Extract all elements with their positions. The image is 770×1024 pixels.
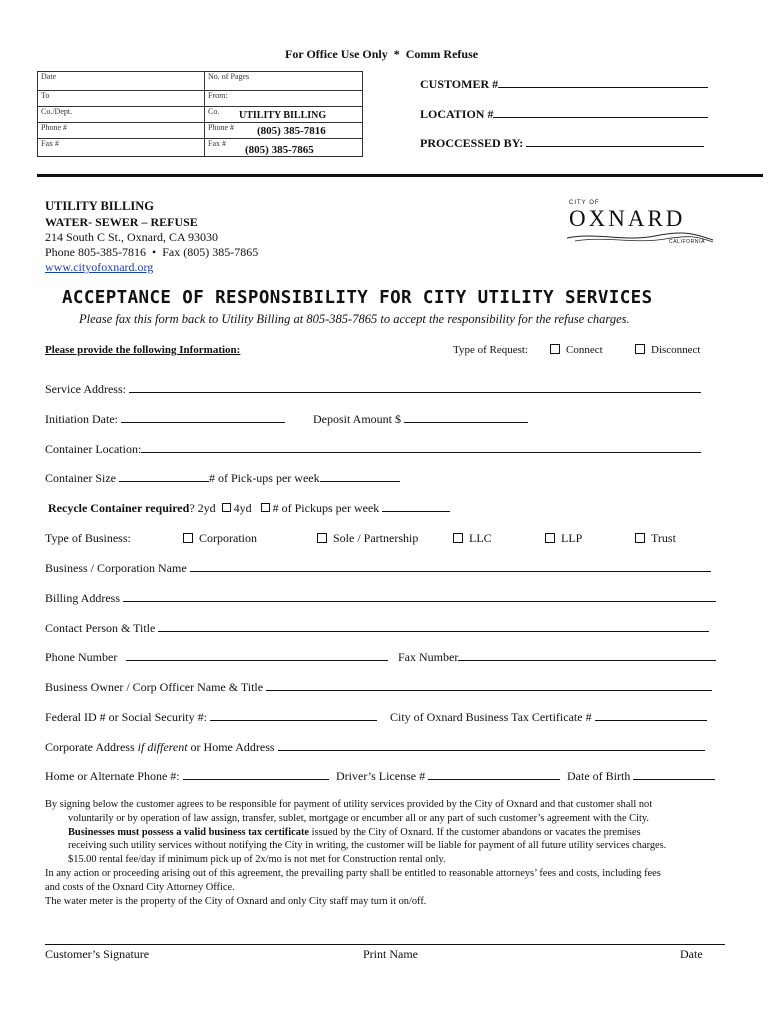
terms-paragraph: By signing below the customer agrees to be responsible for payment of utility services provided by the City of Oxnard and that customer shall not voluntarily or by operation of law assign, transfer, sublet, mortgage or encumber all or any part of such customer’s agreement with the City. Businesses must possess a valid business tax certificate issued by the City of Oxnard. If the customer abandons or vacates the premises receiving such utility services without notifying the City in writing, the customer will be liable for payment of all future utility services charges. $15.00 rental fee/day if minimum pick up of 2x/mo is not met for Construction rental only. In any action or proceeding arising out of this agreement, the prevailing party shall be entitled to reasonable attorneys’ fees and costs, including fees and costs of the Oxnard City Attorney Office. The water meter is the property of the City of Oxnard and only City staff may turn it on/off. (45, 799, 667, 907)
fax-cover-table (37, 71, 363, 157)
form-subtitle: Please fax this form back to Utility Billing at 805-385-7865 to accept the responsibility for the refuse charges. (79, 312, 630, 326)
contact-person-field[interactable]: Contact Person & Title (45, 621, 709, 636)
dept-name: UTILITY BILLING (45, 199, 154, 213)
dept-address: 214 South C St., Oxnard, CA 93030 (45, 230, 219, 244)
corporate-address-field[interactable]: Corporate Address if different or Home Address (45, 740, 705, 755)
dept-services: WATER- SEWER – REFUSE (45, 215, 198, 229)
billing-address-field[interactable]: Billing Address (45, 591, 716, 606)
business-type-label: Type of Business: (45, 531, 131, 545)
to-cell[interactable]: To (38, 91, 205, 107)
4yd-checkbox[interactable] (222, 503, 231, 512)
tax-certificate-field[interactable]: City of Oxnard Business Tax Certificate # (390, 710, 707, 725)
customer-number-field[interactable]: CUSTOMER # (420, 77, 708, 92)
request-type-label: Type of Request: (453, 344, 528, 356)
phone-cell-right[interactable]: Phone # (805) 385-7816 (205, 123, 363, 139)
co-cell[interactable]: Co. UTILITY BILLING (205, 107, 363, 123)
drivers-license-field[interactable]: Driver’s License # (336, 769, 560, 784)
oxnard-logo: CITY OF OXNARD CALIFORNIA (565, 200, 715, 252)
disconnect-checkbox[interactable]: Disconnect (635, 344, 700, 356)
deposit-amount-field[interactable]: Deposit Amount $ (313, 412, 528, 427)
date-cell[interactable]: Date (38, 72, 205, 91)
dept-phone-fax: Phone 805-385-7816 • Fax (805) 385-7865 (45, 245, 259, 259)
container-location-field[interactable]: Container Location: (45, 442, 701, 457)
signature-date-label: Date (680, 947, 703, 961)
date-of-birth-field[interactable]: Date of Birth (567, 769, 715, 784)
office-use-heading: For Office Use Only * Comm Refuse (285, 47, 479, 61)
alternate-phone-field[interactable]: Home or Alternate Phone #: (45, 769, 329, 784)
fax-cell-left[interactable]: Fax # (38, 139, 205, 157)
signature-line[interactable] (45, 944, 725, 945)
dept-website-link[interactable]: www.cityofoxnard.org (45, 260, 154, 274)
fax-cell-right[interactable]: Fax # (805) 385-7865 (205, 139, 363, 157)
pages-cell[interactable]: No. of Pages (205, 72, 363, 91)
phone-number-field[interactable]: Phone Number (45, 650, 388, 665)
fax-number-field[interactable]: Fax Number (398, 650, 716, 665)
print-name-label: Print Name (363, 947, 418, 961)
phone-value: (805) 385-7816 (257, 125, 326, 137)
sole-partnership-checkbox[interactable]: Sole / Partnership (317, 531, 418, 546)
customer-signature-label: Customer’s Signature (45, 947, 150, 961)
provide-info-heading: Please provide the following Information: (45, 344, 241, 356)
co-value: UTILITY BILLING (239, 110, 327, 121)
llc-checkbox[interactable]: LLC (453, 531, 492, 546)
connect-checkbox[interactable]: Connect (550, 344, 603, 356)
phone-cell-left[interactable]: Phone # (38, 123, 205, 139)
location-number-field[interactable]: LOCATION # (420, 107, 708, 122)
federal-id-field[interactable]: Federal ID # or Social Security #: (45, 710, 377, 725)
service-address-field[interactable]: Service Address: (45, 382, 701, 397)
header-divider (37, 174, 763, 177)
fax-value: (805) 385-7865 (245, 144, 314, 156)
processed-by-field[interactable]: PROCCESSED BY: (420, 136, 704, 151)
from-cell[interactable]: From: (205, 91, 363, 107)
business-name-field[interactable]: Business / Corporation Name (45, 561, 711, 576)
form-title: ACCEPTANCE OF RESPONSIBILITY FOR CITY UTILITY SERVICES (62, 288, 653, 308)
container-size-field[interactable]: Container Size # of Pick-ups per week (45, 471, 400, 486)
llp-checkbox[interactable]: LLP (545, 531, 582, 546)
co-dept-cell[interactable]: Co./Dept. (38, 107, 205, 123)
trust-checkbox[interactable]: Trust (635, 531, 676, 546)
owner-name-field[interactable]: Business Owner / Corp Officer Name & Title (45, 680, 712, 695)
initiation-date-field[interactable]: Initiation Date: (45, 412, 285, 427)
recycle-container-field[interactable]: Recycle Container required? 2yd 4yd # of Pickups per week (48, 501, 450, 516)
pickups-checkbox[interactable] (261, 503, 270, 512)
corporation-checkbox[interactable]: Corporation (183, 531, 257, 546)
